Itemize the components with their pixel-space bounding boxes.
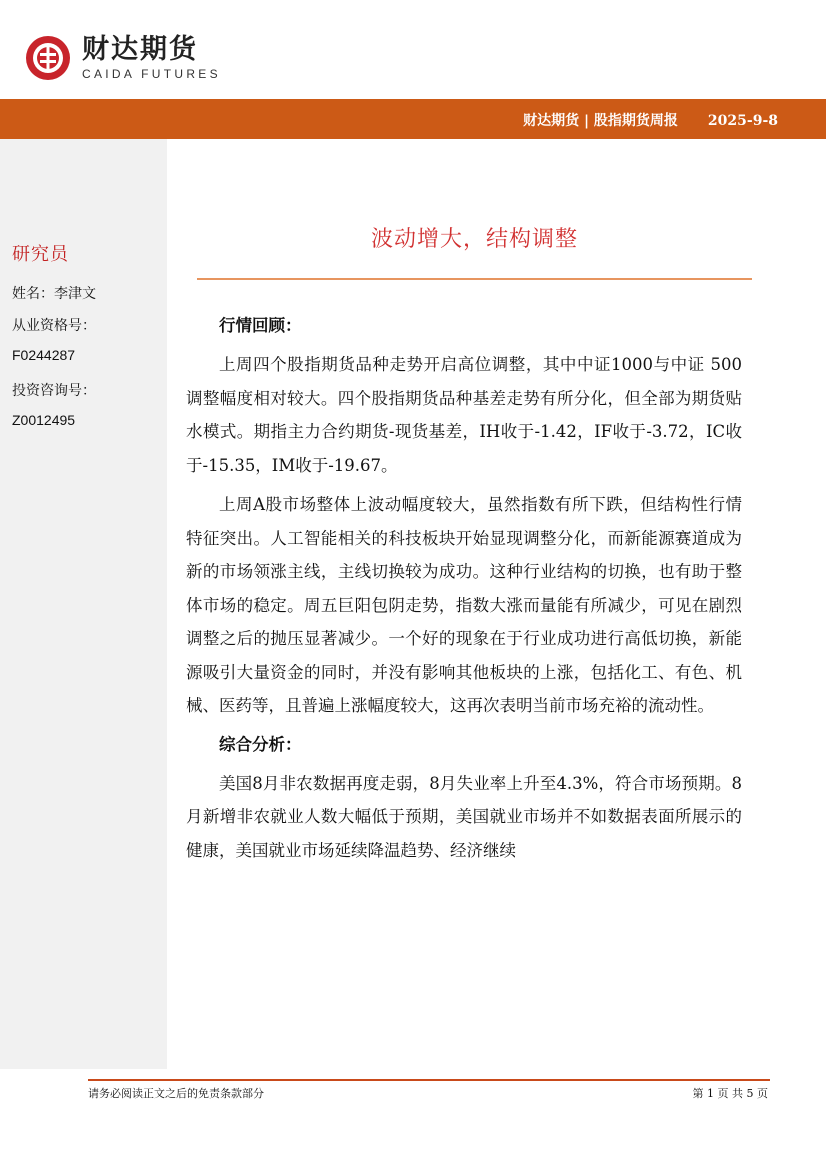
section-heading: 行情回顾：	[219, 316, 302, 335]
license-label: 从业资格号：	[12, 318, 96, 334]
researcher-heading: 研究员	[12, 244, 69, 265]
footer-divider	[88, 1079, 770, 1081]
caida-logo-icon	[24, 34, 72, 82]
paragraph: 美国8月非农数据再度走弱，8月失业率上升至4.3%，符合市场预期。8月新增非农就业人数大幅低于预期，美国就业市场并不如数据表面所展示的健康，美国就业市场延续降温趋势、经济继续	[186, 773, 742, 860]
section-analysis	[186, 729, 742, 868]
report-body	[186, 310, 742, 873]
page-number: 第 1 页 共 5 页	[692, 1087, 768, 1100]
paragraph: 上周四个股指期货品种走势开启高位调整，其中中证1000与中证 500调整幅度相对较大。四个股指期货品种基差走势有所分化，但全部为期货贴水模式。期指主力合约期货-现货基差，IH收于-1.42，IF收于-3.72，IC收于-15.35，IM收于-19.67。	[186, 355, 742, 475]
advisory-label: 投资咨询号：	[12, 383, 96, 399]
footer-disclaimer: 请务必阅读正文之后的免责条款部分	[88, 1087, 264, 1100]
company-name-en: CAIDA FUTURES	[82, 67, 221, 81]
report-title: 波动增大，结构调整	[370, 227, 578, 252]
company-name-cn: 财达期货	[82, 34, 198, 65]
report-series-label: 财达期货 | 股指期货周报	[523, 113, 678, 129]
report-date: 2025-9-8	[707, 113, 778, 129]
advisory-number: Z0012495	[12, 412, 76, 428]
license-number: F0244287	[12, 347, 76, 363]
company-logo	[24, 34, 221, 82]
title-divider	[197, 278, 752, 280]
logo-wordmark	[82, 35, 221, 81]
researcher-name: 姓名：李津文	[12, 286, 96, 302]
section-market-review	[186, 310, 742, 723]
header-band	[0, 99, 826, 139]
paragraph: 上周A股市场整体上波动幅度较大，虽然指数有所下跌，但结构性行情特征突出。人工智能相关的科技板块开始显现调整分化，而新能源赛道成为新的市场领涨主线，主线切换较为成功。这种行业结构的切换，也有助于整体市场的稳定。周五巨阳包阴走势，指数大涨而量能有所减少，可见在剧烈调整之后的抛压显著减少。一个好的现象在于行业成功进行高低切换，新能源吸引大量资金的同时，并没有影响其他板块的上涨，包括化工、有色、机械、医药等，且普遍上涨幅度较大，这再次表明当前市场充裕的流动性。	[186, 495, 742, 715]
header-band-text	[523, 110, 778, 130]
sidebar	[0, 139, 167, 1069]
section-heading: 综合分析：	[219, 734, 302, 754]
